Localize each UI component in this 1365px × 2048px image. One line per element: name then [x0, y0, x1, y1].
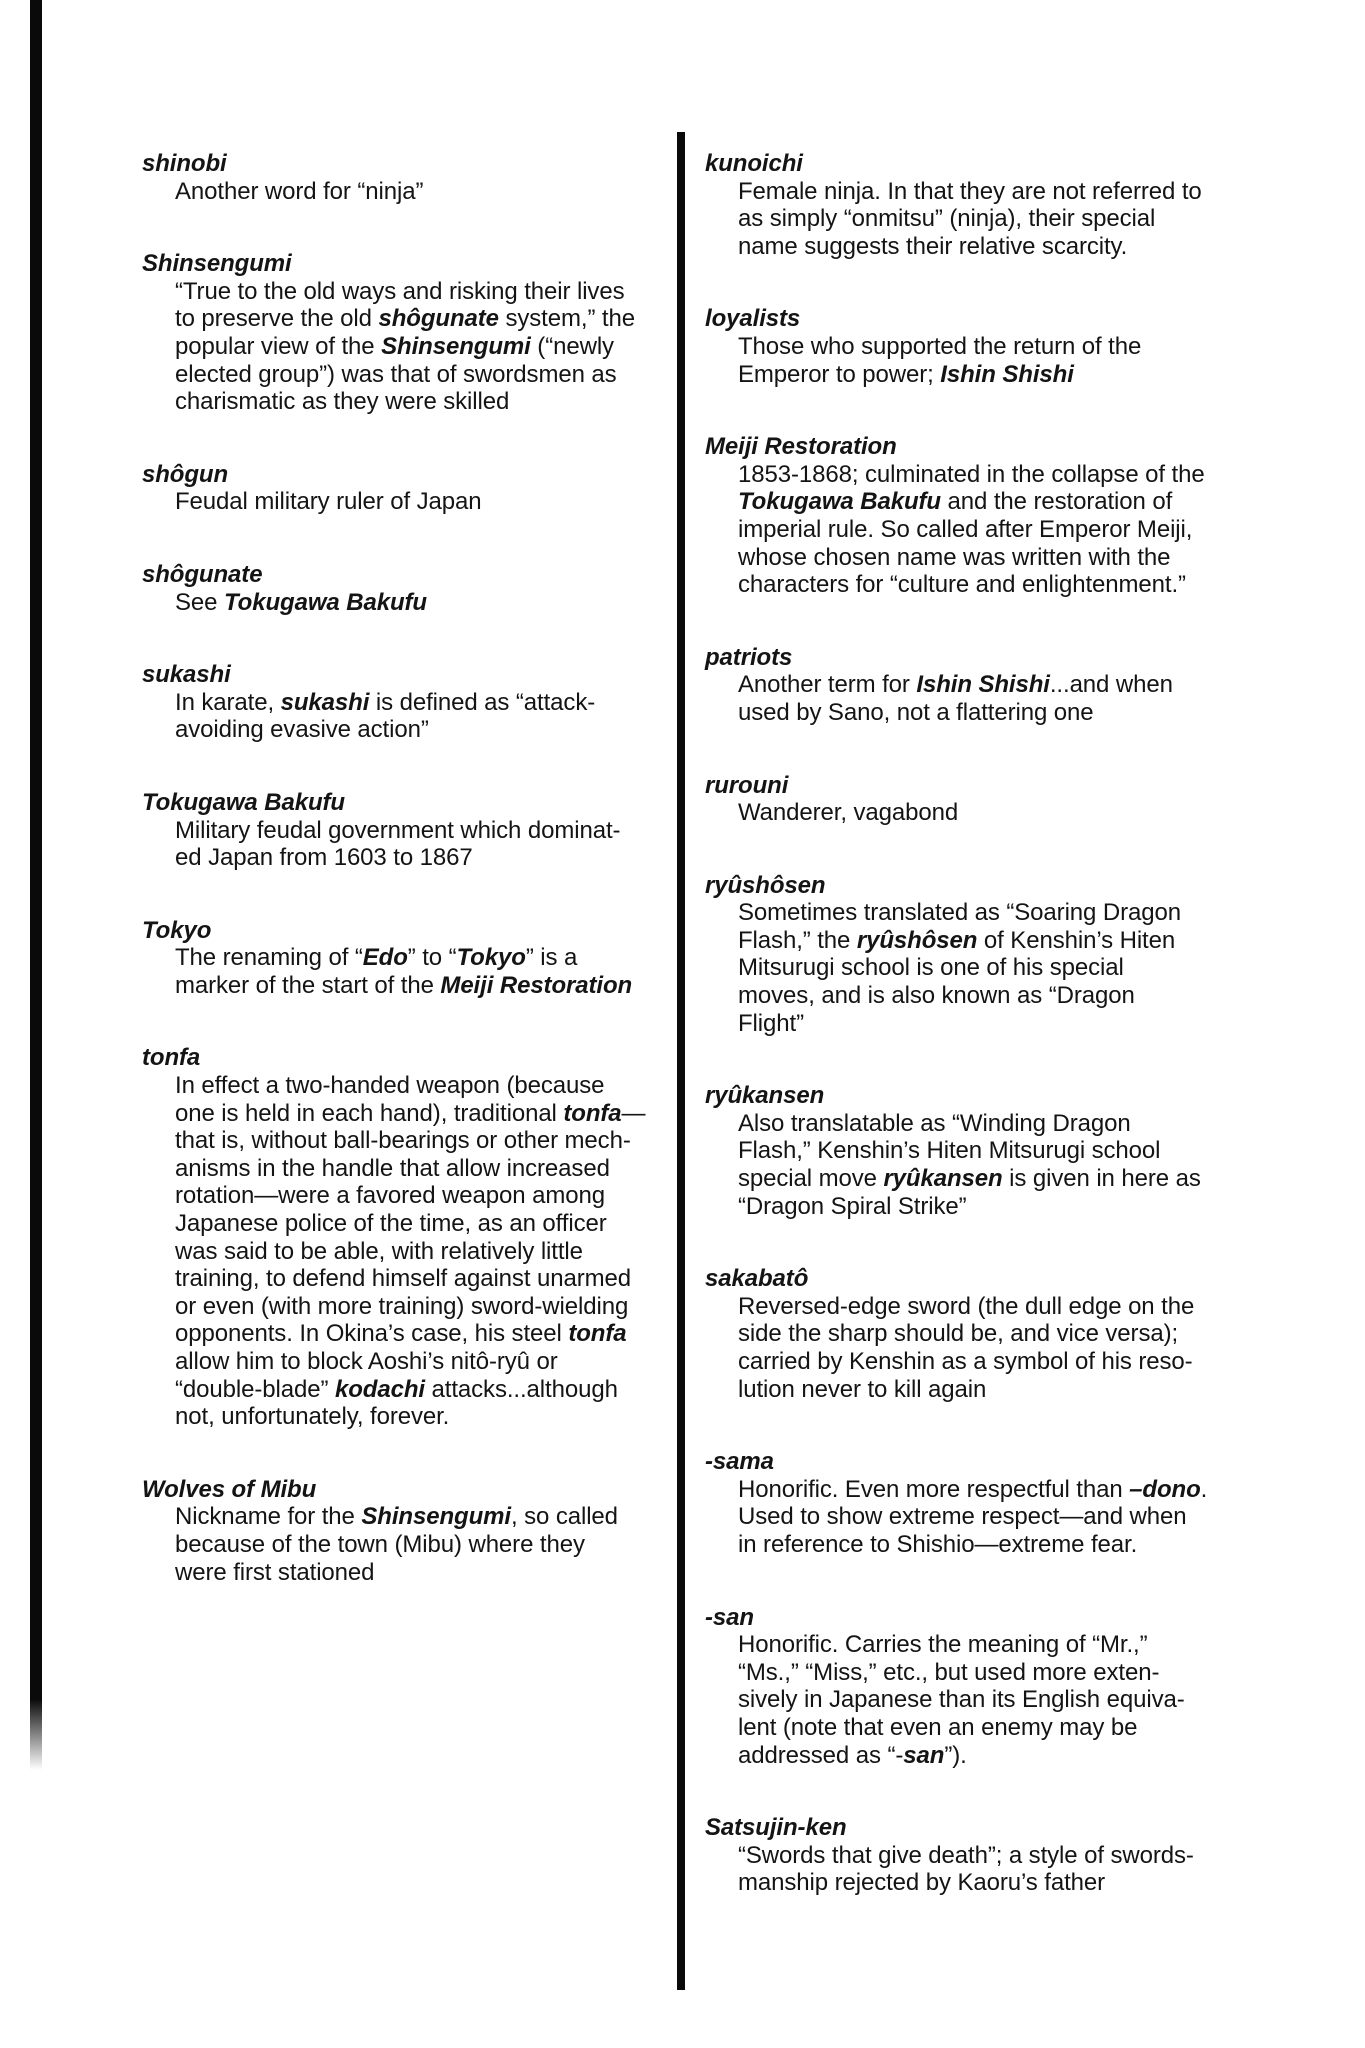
definition-text: manship rejected by Kaoru’s father — [738, 1869, 1106, 1897]
definition-line — [142, 1210, 672, 1238]
definition-text: lent (note that even an enemy may be — [738, 1713, 1138, 1741]
glossary-term: shôgun — [142, 460, 229, 488]
glossary-entry — [142, 561, 672, 616]
definition-text: moves, and is also known as “Dragon — [738, 982, 1135, 1010]
glossary-column-right — [705, 150, 1265, 1942]
definition-text: Military feudal government which dominat- — [175, 816, 621, 844]
definition-line — [705, 671, 1265, 699]
glossary-term: shinobi — [142, 150, 227, 177]
definition-text: one is held in each hand), traditional — [175, 1099, 564, 1127]
glossary-entry — [705, 1814, 1265, 1897]
definition-text: In karate, — [175, 688, 281, 716]
definition-line — [705, 178, 1265, 206]
definition-line — [705, 205, 1265, 233]
definition-emphasized-text: Meiji Restoration — [440, 971, 633, 999]
definition-line — [142, 1559, 672, 1587]
definition-line — [142, 1320, 672, 1348]
definition-text: . — [1200, 1475, 1208, 1503]
definition-line — [142, 1182, 672, 1210]
glossary-entry — [705, 772, 1265, 827]
definition-text: — — [621, 1099, 646, 1127]
column-divider-rule — [677, 132, 685, 1990]
definition-line — [142, 305, 672, 333]
glossary-term: Wolves of Mibu — [142, 1475, 317, 1503]
definition-emphasized-text: san — [903, 1741, 945, 1769]
definition-text: Another word for “ninja” — [175, 177, 424, 205]
definition-line — [142, 716, 672, 744]
definition-text: carried by Kenshin as a symbol of his reso- — [738, 1348, 1193, 1375]
glossary-entry — [705, 872, 1265, 1038]
definition-text: side the sharp should be, and vice versa); — [738, 1320, 1179, 1348]
definition-emphasized-text: sukashi — [280, 688, 370, 716]
definition-text: “Swords that give death”; a style of swords- — [738, 1841, 1194, 1869]
glossary-entry — [142, 150, 672, 205]
definition-text: Flash,” the — [738, 926, 857, 954]
glossary-term: Satsujin-ken — [705, 1814, 847, 1842]
definition-line — [705, 1293, 1265, 1321]
definition-line — [142, 333, 672, 361]
definition-line — [142, 361, 672, 389]
glossary-term: ryûshôsen — [705, 871, 826, 899]
definition-text: whose chosen name was written with the — [738, 543, 1171, 571]
glossary-entry — [705, 1604, 1265, 1770]
definition-emphasized-text: Tokugawa Bakufu — [223, 588, 427, 616]
glossary-term: sakabatô — [705, 1265, 809, 1293]
definition-emphasized-text: kodachi — [334, 1375, 425, 1403]
definition-text: Another term for — [738, 671, 917, 699]
definition-emphasized-text: Ishin Shishi — [940, 360, 1074, 388]
definition-text: The renaming of “ — [175, 944, 363, 972]
definition-line — [705, 333, 1265, 361]
definition-line — [142, 1072, 672, 1100]
glossary-term: Shinsengumi — [142, 250, 292, 278]
definition-text: rotation—were a favored weapon among — [175, 1182, 605, 1210]
definition-text: to preserve the old — [175, 305, 379, 333]
definition-line — [142, 689, 672, 717]
glossary-entry — [142, 461, 672, 516]
definition-line — [142, 388, 672, 416]
definition-line — [705, 1742, 1265, 1770]
definition-text: that is, without ball-bearings or other mech- — [175, 1127, 631, 1155]
definition-line — [142, 817, 672, 845]
definition-text: or even (with more training) sword-wielding — [175, 1292, 629, 1320]
definition-line — [705, 1476, 1265, 1504]
definition-text: is given in here as — [1002, 1165, 1201, 1193]
definition-line — [705, 927, 1265, 955]
definition-text: system,” the — [498, 305, 635, 333]
glossary-term: rurouni — [705, 771, 789, 799]
definition-emphasized-text: shôgunate — [378, 305, 499, 333]
definition-line — [142, 844, 672, 872]
glossary-term: patriots — [705, 643, 793, 671]
definition-text: Used to show extreme respect—and when — [738, 1503, 1187, 1531]
definition-text: used by Sano, not a flattering one — [738, 698, 1094, 726]
glossary-term: kunoichi — [705, 150, 803, 177]
definition-line — [142, 488, 672, 516]
definition-text: Flash,” Kenshin’s Hiten Mitsurugi school — [738, 1137, 1161, 1165]
page-edge-scan-bar — [30, 0, 42, 1770]
definition-text: and the restoration of — [940, 488, 1173, 516]
glossary-term: sukashi — [142, 661, 231, 689]
definition-line — [705, 1165, 1265, 1193]
definition-text: was said to be able, with relatively little — [175, 1237, 583, 1265]
definition-emphasized-text: Shinsengumi — [361, 1503, 511, 1531]
glossary-term: ryûkansen — [705, 1082, 825, 1110]
glossary-entry — [705, 305, 1265, 388]
definition-line — [142, 1376, 672, 1404]
definition-line — [142, 278, 672, 306]
definition-text: training, to defend himself against unarmed — [175, 1265, 631, 1293]
definition-line — [705, 1659, 1265, 1687]
definition-line — [705, 1320, 1265, 1348]
definition-text: Japanese police of the time, as an officer — [175, 1210, 607, 1238]
definition-text: characters for “culture and enlightenment.” — [738, 571, 1186, 599]
definition-line — [705, 233, 1265, 261]
glossary-entry — [142, 250, 672, 416]
glossary-term: tonfa — [142, 1044, 201, 1072]
definition-text: opponents. In Okina’s case, his steel — [175, 1320, 569, 1348]
definition-emphasized-text: Edo — [362, 944, 408, 972]
definition-line — [705, 1531, 1265, 1559]
definition-emphasized-text: ryûkansen — [883, 1165, 1003, 1193]
definition-line — [142, 1403, 672, 1431]
definition-line — [705, 544, 1265, 572]
definition-text: Honorific. Even more respectful than — [738, 1475, 1130, 1503]
definition-text: sively in Japanese than its English equiva- — [738, 1686, 1185, 1714]
definition-text: ” is a — [525, 944, 578, 972]
glossary-term: -sama — [705, 1448, 774, 1476]
definition-emphasized-text: tonfa — [568, 1320, 627, 1348]
definition-text: Those who supported the return of the — [738, 332, 1142, 360]
definition-text: marker of the start of the — [175, 971, 441, 999]
definition-line — [705, 361, 1265, 389]
definition-text: popular view of the — [175, 332, 382, 360]
definition-text: Also translatable as “Winding Dragon — [738, 1109, 1131, 1137]
definition-text: “Ms.,” “Miss,” etc., but used more exten- — [738, 1658, 1160, 1686]
definition-line — [142, 178, 672, 206]
definition-line — [705, 1193, 1265, 1221]
glossary-column-left — [142, 150, 672, 1631]
definition-line — [705, 699, 1265, 727]
definition-text: in reference to Shishio—extreme fear. — [738, 1530, 1138, 1558]
definition-line — [705, 1842, 1265, 1870]
definition-line — [142, 972, 672, 1000]
glossary-entry — [705, 150, 1265, 260]
glossary-entry — [705, 1082, 1265, 1220]
definition-line — [705, 1137, 1265, 1165]
definition-text: attacks...although — [424, 1375, 618, 1403]
definition-text: Flight” — [738, 1009, 804, 1037]
definition-text: allow him to block Aoshi’s nitô-ryû or — [175, 1348, 558, 1375]
definition-text: charismatic as they were skilled — [175, 388, 510, 416]
definition-line — [142, 1100, 672, 1128]
definition-text: not, unfortunately, forever. — [175, 1403, 450, 1431]
definition-text: Emperor to power; — [738, 360, 941, 388]
glossary-entry — [142, 789, 672, 872]
definition-text: lution never to kill again — [738, 1375, 987, 1403]
definition-text: (“newly — [530, 332, 614, 360]
glossary-term: -san — [705, 1603, 754, 1631]
definition-text: Mitsurugi school is one of his special — [738, 954, 1124, 982]
definition-text: “Dragon Spiral Strike” — [738, 1192, 967, 1220]
definition-line — [142, 1503, 672, 1531]
glossary-entry — [142, 917, 672, 1000]
definition-text: ”). — [944, 1741, 967, 1769]
definition-text: imperial rule. So called after Emperor Meiji, — [738, 515, 1193, 543]
definition-line — [705, 516, 1265, 544]
glossary-term: loyalists — [705, 305, 801, 333]
definition-line — [705, 1376, 1265, 1404]
definition-line — [705, 1686, 1265, 1714]
definition-line — [142, 1155, 672, 1183]
definition-text: name suggests their relative scarcity. — [738, 232, 1128, 260]
definition-emphasized-text: ryûshôsen — [856, 926, 978, 954]
definition-text: In effect a two-handed weapon (because — [175, 1072, 605, 1100]
definition-line — [142, 589, 672, 617]
glossary-entry — [142, 1476, 672, 1586]
glossary-term: Tokugawa Bakufu — [142, 788, 345, 816]
definition-text: were first stationed — [175, 1558, 375, 1586]
definition-text: is defined as “attack- — [369, 688, 596, 716]
definition-line — [705, 571, 1265, 599]
definition-line — [705, 1714, 1265, 1742]
definition-text: “double-blade” — [175, 1375, 335, 1403]
definition-line — [142, 1265, 672, 1293]
definition-text: ” to “ — [407, 944, 457, 972]
definition-line — [705, 1631, 1265, 1659]
glossary-term: Meiji Restoration — [705, 433, 897, 461]
definition-text: elected group”) was that of swordsmen as — [175, 360, 617, 388]
definition-text: addressed as “- — [738, 1741, 904, 1769]
definition-line — [705, 799, 1265, 827]
definition-text: anisms in the handle that allow increased — [175, 1154, 610, 1182]
definition-text: Female ninja. In that they are not referred to — [738, 177, 1202, 205]
definition-line — [705, 1110, 1265, 1138]
definition-text: , so called — [510, 1503, 618, 1531]
glossary-entry — [705, 644, 1265, 727]
definition-line — [705, 1348, 1265, 1376]
glossary-entry — [705, 433, 1265, 599]
definition-emphasized-text: –dono — [1129, 1475, 1201, 1503]
definition-text: as simply “onmitsu” (ninja), their special — [738, 205, 1156, 233]
definition-text: ed Japan from 1603 to 1867 — [175, 844, 473, 872]
definition-emphasized-text: Shinsengumi — [381, 332, 531, 360]
definition-line — [705, 1010, 1265, 1038]
definition-text: Feudal military ruler of Japan — [175, 488, 482, 516]
definition-emphasized-text: Ishin Shishi — [916, 671, 1050, 699]
definition-text: See — [175, 588, 224, 616]
definition-line — [142, 1531, 672, 1559]
definition-line — [705, 899, 1265, 927]
definition-text: because of the town (Mibu) where they — [175, 1530, 585, 1558]
definition-emphasized-text: tonfa — [563, 1099, 622, 1127]
definition-text: Sometimes translated as “Soaring Dragon — [738, 899, 1181, 927]
definition-line — [705, 461, 1265, 489]
definition-line — [705, 1869, 1265, 1897]
glossary-entry — [142, 661, 672, 744]
definition-line — [705, 488, 1265, 516]
definition-text: avoiding evasive action” — [175, 716, 429, 744]
definition-line — [142, 1293, 672, 1321]
definition-line — [142, 1348, 672, 1376]
definition-text: “True to the old ways and risking their lives — [175, 277, 625, 305]
definition-text: special move — [738, 1165, 884, 1193]
definition-line — [705, 1503, 1265, 1531]
glossary-entry — [705, 1448, 1265, 1558]
definition-line — [142, 944, 672, 972]
definition-line — [142, 1238, 672, 1266]
definition-emphasized-text: Tokyo — [456, 944, 526, 972]
definition-line — [142, 1127, 672, 1155]
definition-text: of Kenshin’s Hiten — [977, 926, 1176, 954]
definition-text: Reversed-edge sword (the dull edge on the — [738, 1292, 1195, 1320]
definition-line — [705, 982, 1265, 1010]
glossary-entry — [142, 1044, 672, 1430]
glossary-entry — [705, 1265, 1265, 1403]
definition-text: 1853-1868; culminated in the collapse of the — [738, 460, 1205, 488]
definition-text: Nickname for the — [175, 1503, 362, 1531]
definition-text: ...and when — [1049, 671, 1173, 699]
glossary-term: Tokyo — [142, 916, 212, 944]
definition-line — [705, 954, 1265, 982]
definition-text: Wanderer, vagabond — [738, 799, 959, 827]
definition-text: Honorific. Carries the meaning of “Mr.,” — [738, 1631, 1148, 1659]
definition-emphasized-text: Tokugawa Bakufu — [738, 488, 941, 516]
glossary-term: shôgunate — [142, 560, 263, 588]
